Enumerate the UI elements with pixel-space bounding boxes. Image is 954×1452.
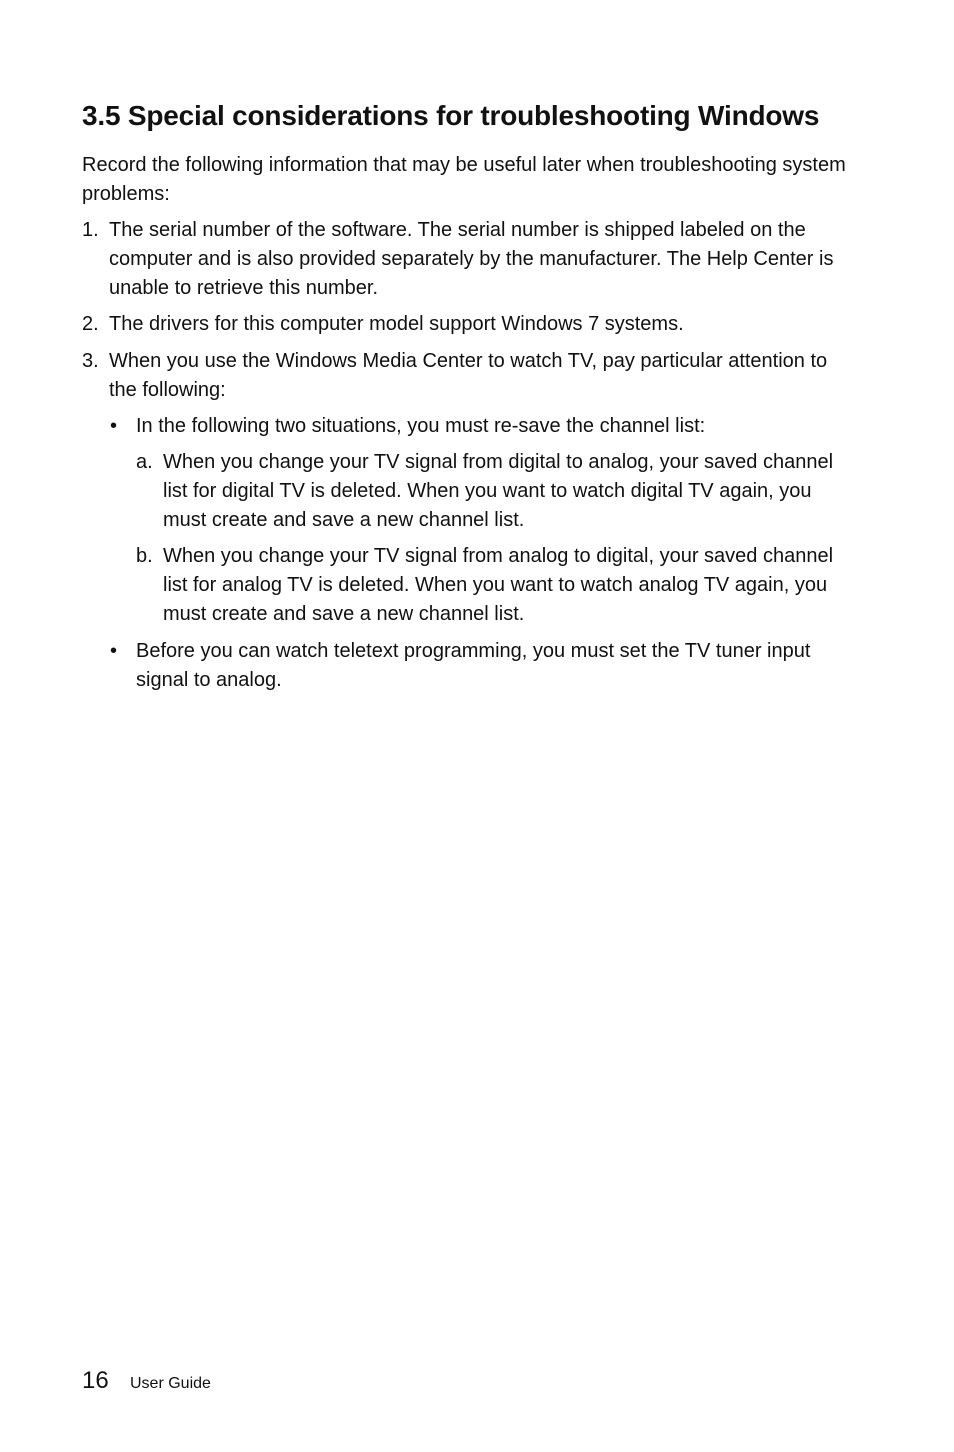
list-number: 1.	[82, 219, 99, 241]
page-title: 3.5 Special considerations for troubleshooting Windows	[82, 100, 820, 131]
sub-item-text: When you change your TV signal from digital to analog, your saved channel list for digital TV is deleted. When you want to watch digital TV again, you must create and save a new channel list.	[163, 451, 834, 532]
list-item-text: The serial number of the software. The serial number is shipped labeled on the computer and is also provided separately by the manufacturer. The Help Center is unable to retrieve this number.	[109, 219, 834, 300]
list-number: 3.	[82, 350, 99, 372]
list-item-1	[82, 216, 852, 304]
sub-item-a	[136, 448, 852, 536]
bullet-item-1	[109, 412, 852, 441]
list-item-2	[82, 310, 852, 339]
list-item-3	[82, 347, 852, 405]
sub-item-letter: a.	[136, 451, 153, 473]
page-number: 16	[82, 1367, 109, 1394]
list-item-text: The drivers for this computer model support Windows 7 systems.	[109, 313, 684, 335]
bullet-icon: •	[110, 640, 118, 662]
bullet-item-text: Before you can watch teletext programming, you must set the TV tuner input signal to analog.	[136, 640, 811, 692]
bullet-icon: •	[110, 415, 118, 437]
bullet-item-text: In the following two situations, you must re-save the channel list:	[136, 415, 706, 437]
footer-label: User Guide	[130, 1375, 211, 1392]
sub-item-letter: b.	[136, 545, 153, 567]
sub-item-text: When you change your TV signal from analog to digital, your saved channel list for analog TV is deleted. When you want to watch analog TV again, you must create and save a new channel list.	[163, 545, 834, 626]
intro-paragraph: Record the following information that may be useful later when troubleshooting system problems:	[82, 154, 846, 206]
sub-item-b	[136, 542, 852, 630]
list-item-text: When you use the Windows Media Center to watch TV, pay particular attention to the following:	[109, 350, 828, 402]
bullet-item-2	[109, 637, 852, 695]
list-number: 2.	[82, 313, 99, 335]
